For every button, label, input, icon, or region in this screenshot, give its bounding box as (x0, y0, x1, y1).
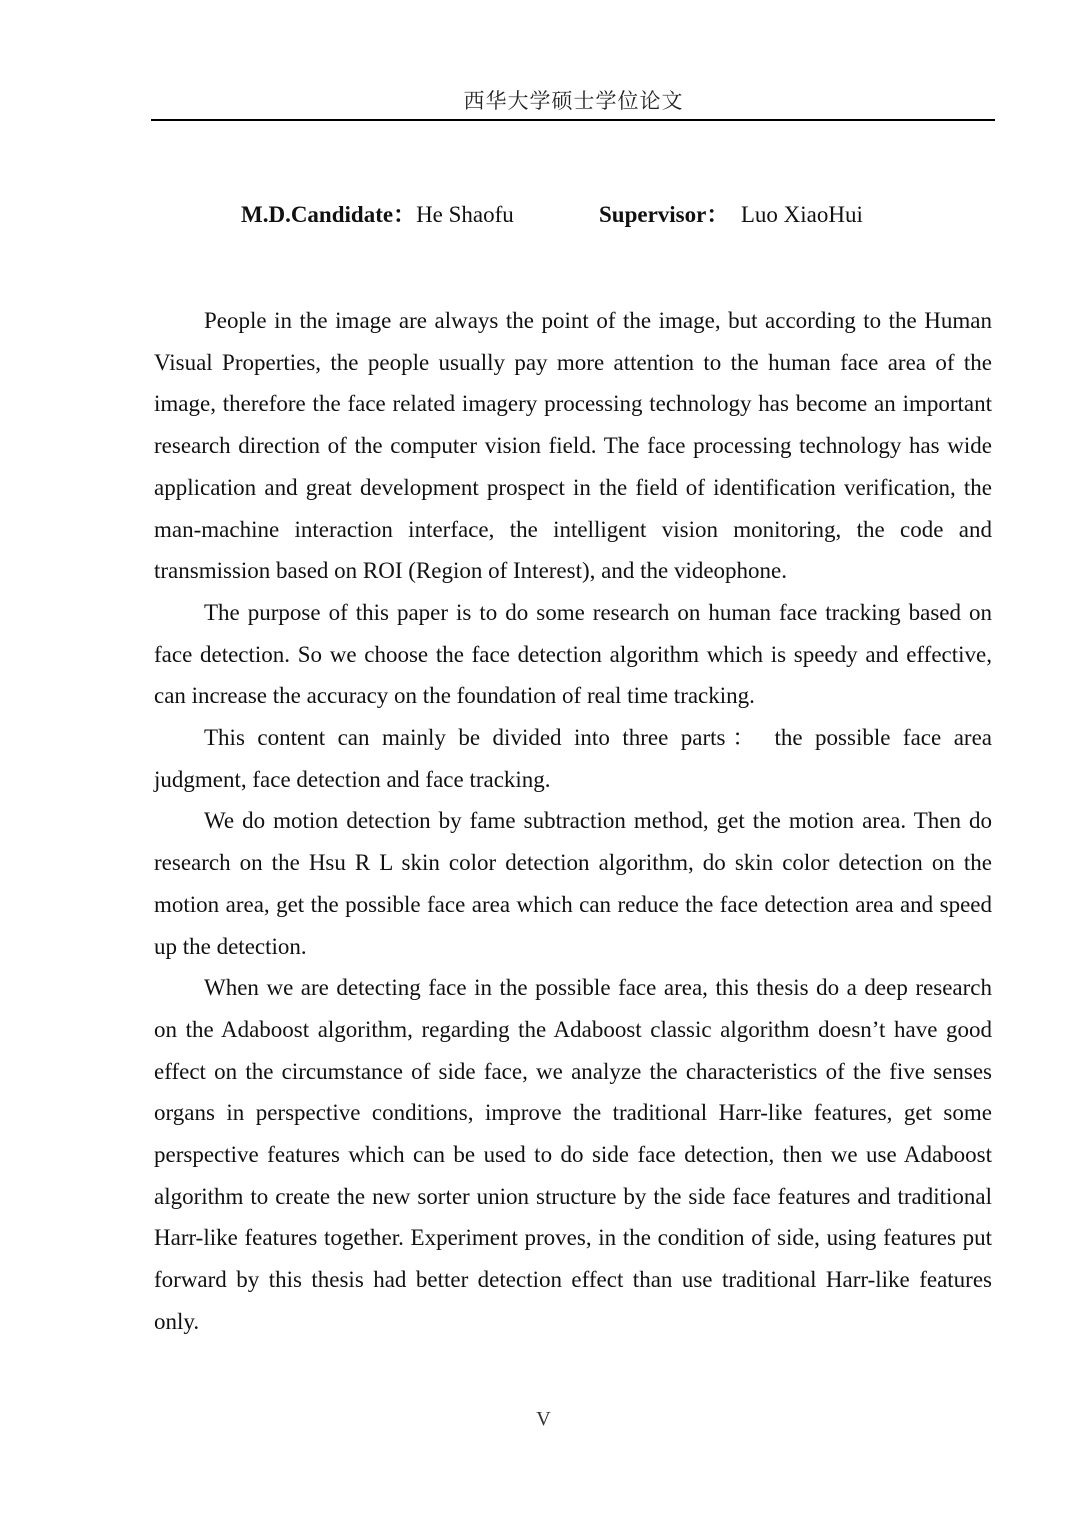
supervisor-block (599, 197, 863, 233)
abstract-body (154, 300, 992, 1343)
running-header: 西华大学硕士学位论文 (463, 89, 684, 113)
header-rule (151, 119, 995, 121)
candidate-label: M.D.Candidate： (241, 202, 417, 227)
abstract-paragraph: This content can mainly be divided into three parts： the possible face area judgment, face detection and face tracking. (154, 725, 992, 792)
abstract-paragraph: People in the image are always the point of the image, but according to the Human Visual Properties, the people usually pay more attention to the human face area of the image, therefore the face related imagery processing technology has become an important research direction of the computer vision field. The face processing technology has wide application and great development prospect in the field of identification verification, the man-machine interaction interface, the intelligent vision monitoring, the code and transmission based on ROI (Region of Interest), and the videophone. (154, 308, 992, 584)
abstract-paragraph: We do motion detection by fame subtraction method, get the motion area. Then do research on the Hsu R L skin color detection algorithm, do skin color detection on the motion area, get the possible face area which can reduce the face detection area and speed up the detection. (154, 808, 992, 959)
page-number: V (536, 1408, 551, 1430)
abstract-paragraph: The purpose of this paper is to do some research on human face tracking based on face detection. So we choose the face detection algorithm which is speedy and effective, can increase the accuracy on the foundation of real time tracking. (154, 599, 992, 709)
candidate-name: He Shaofu (416, 202, 514, 227)
candidate-block (241, 197, 514, 233)
supervisor-label: Supervisor： (599, 202, 730, 227)
abstract-paragraph: When we are detecting face in the possible face area, this thesis do a deep research on the Adaboost algorithm, regarding the Adaboost classic algorithm doesn’t have good effect on the circumstance of side face, we analyze the characteristics of the five senses organs in perspective conditions, improve the traditional Harr-like features, get some perspective features which can be used to do side face detection, then we use Adaboost algorithm to create the new sorter union structure by the side face features and traditional Harr-like features together. Experiment proves, in the condition of side, using features put forward by this thesis had better detection effect than use traditional Harr-like features only. (154, 975, 992, 1334)
supervisor-name: Luo XiaoHui (740, 202, 863, 227)
author-line (0, 197, 1087, 233)
